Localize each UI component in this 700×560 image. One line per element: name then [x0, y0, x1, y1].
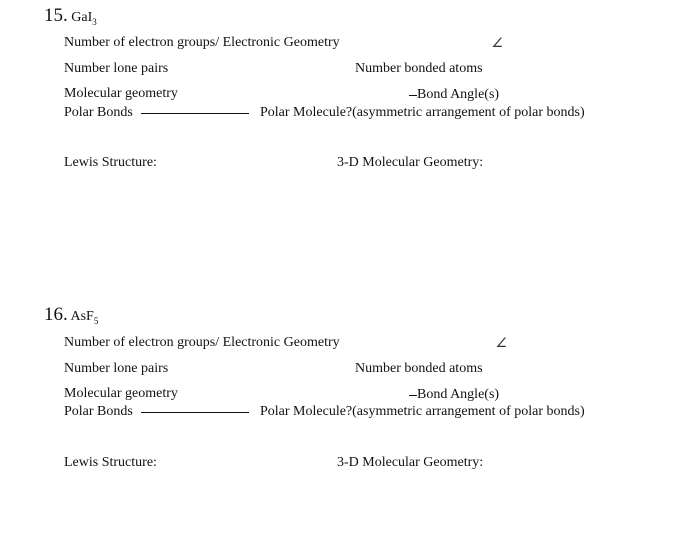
polar-bonds-blank[interactable] [141, 113, 249, 114]
polar-bonds-field [64, 105, 249, 121]
polar-bonds-label: Polar Bonds [64, 105, 133, 120]
formula-main: GaI [71, 10, 93, 25]
formula-main: AsF [70, 309, 94, 324]
lewis-structure-label: Lewis Structure: [64, 155, 157, 170]
lewis-structure-label: Lewis Structure: [64, 455, 157, 470]
formula-subscript: 3 [92, 17, 97, 27]
polar-bonds-label: Polar Bonds [64, 404, 133, 419]
formula-subscript: 5 [93, 316, 99, 326]
bonded-atoms-label: Number bonded atoms [355, 361, 483, 376]
question-heading [44, 304, 98, 326]
lone-pairs-label: Number lone pairs [64, 361, 169, 376]
question-number: 16. [44, 304, 68, 325]
molecular-geometry-label: Molecular geometry [64, 386, 178, 401]
geometry-3d-label: 3-D Molecular Geometry: [337, 455, 484, 470]
bond-angles-label: Bond Angle(s) [417, 87, 500, 102]
polar-molecule-label: Polar Molecule?(asymmetric arrangement of polar bonds) [260, 404, 585, 419]
molecule-formula [70, 309, 98, 324]
lone-pairs-label: Number lone pairs [64, 61, 169, 76]
bond-angles-field [409, 387, 499, 403]
bond-angles-field [409, 87, 499, 103]
bond-angles-blank[interactable] [409, 95, 417, 96]
bonded-atoms-label: Number bonded atoms [355, 61, 483, 76]
angle-mark-icon: ∠ [494, 336, 510, 351]
bond-angles-label: Bond Angle(s) [417, 387, 500, 402]
polar-molecule-label: Polar Molecule?(asymmetric arrangement of polar bonds) [260, 105, 585, 120]
polar-bonds-field [64, 404, 249, 420]
angle-mark-icon: ∠ [490, 36, 506, 51]
electron-groups-label: Number of electron groups/ Electronic Geometry [64, 35, 340, 50]
electron-groups-label: Number of electron groups/ Electronic Geometry [64, 335, 340, 350]
question-number: 15. [44, 5, 68, 26]
bond-angles-blank[interactable] [409, 395, 417, 396]
molecular-geometry-label: Molecular geometry [64, 86, 178, 101]
geometry-3d-label: 3-D Molecular Geometry: [337, 155, 484, 170]
polar-bonds-blank[interactable] [141, 412, 249, 413]
molecule-formula [71, 10, 97, 25]
question-heading [44, 5, 97, 27]
